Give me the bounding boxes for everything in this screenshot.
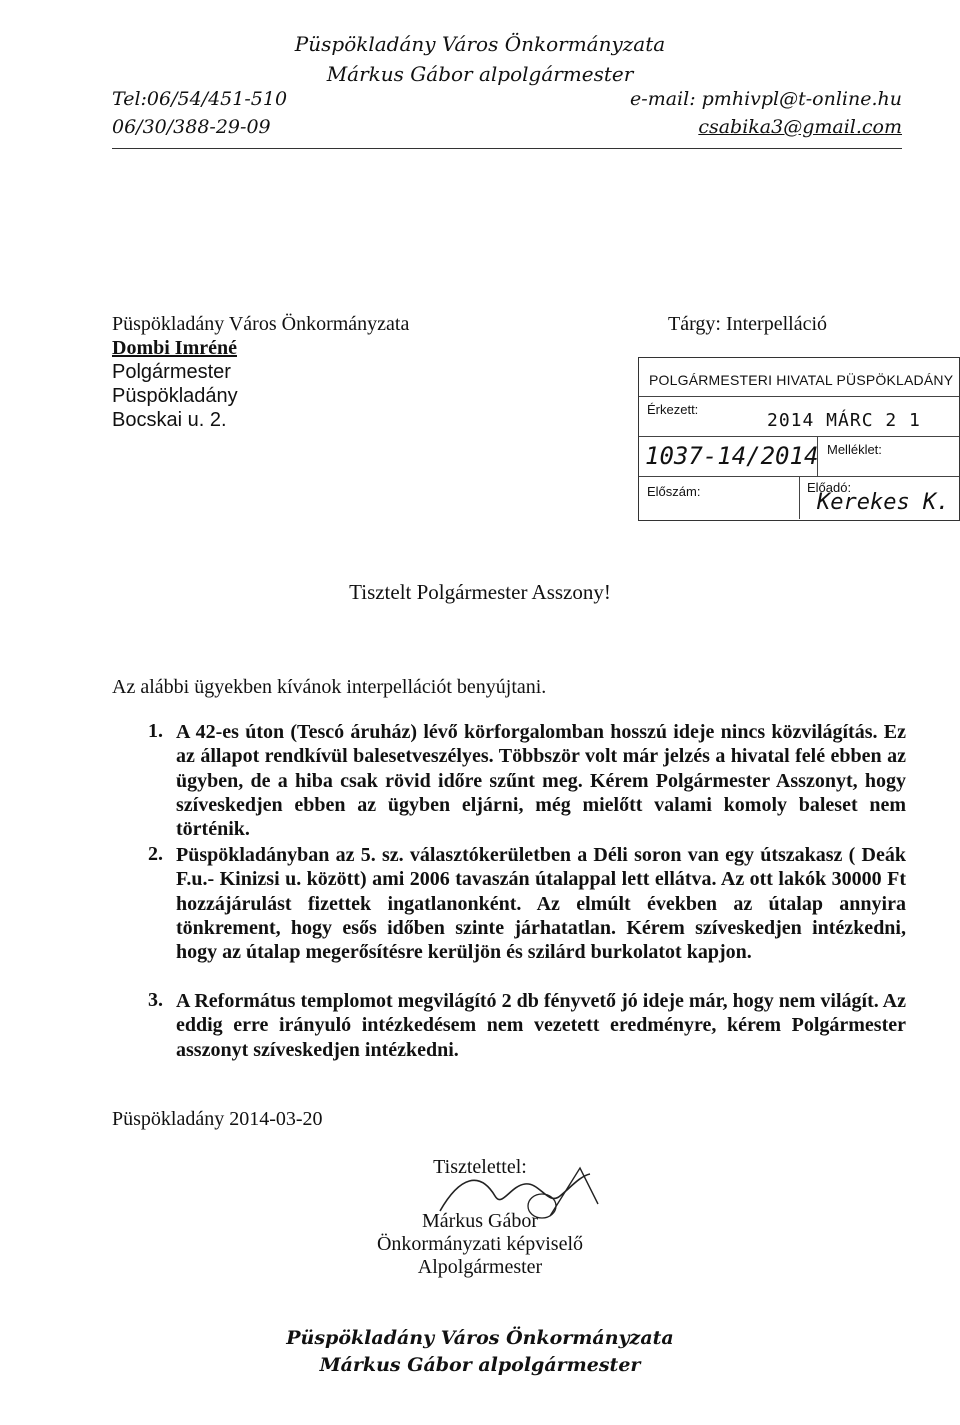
- letterhead-email-secondary: csabika3@gmail.com: [698, 116, 902, 138]
- recipient-address: Bocskai u. 2.: [112, 409, 227, 431]
- closing-greeting: Tisztelettel:: [433, 1156, 527, 1178]
- letterhead-divider: [112, 148, 902, 149]
- item-text: Püspökladányban az 5. sz. választókerületben a Déli soron van egy útszakasz ( Deák F.u.- Kinizsi u. között) ami 2006 tavaszán útalappal lett ellátva. Az ott lakók 30000 Ft hozzájárulást fizettek ingatlanonként. Az elmúlt években az útalap annyira tönkrement, hogy esős időben szinte járhatatlan. Kérem szíveskedjen intézkedni, hogy az útalap megerősítésre kerüljön és szilárd burkolatot kapjon.: [176, 844, 906, 964]
- letter-date: Püspökladány 2014-03-20: [112, 1108, 323, 1130]
- recipient-name: Dombi Imréné: [112, 337, 237, 359]
- closing-role-representative: Önkormányzati képviselő: [376, 1233, 584, 1255]
- intro-text: Az alábbi ügyekben kívánok interpellációt benyújtani.: [112, 676, 547, 698]
- letterhead-person: Márkus Gábor alpolgármester: [326, 62, 634, 86]
- stamp-handler-signature: Kerekes K.: [817, 490, 950, 515]
- letterhead-phone: Tel:06/54/451-510: [112, 88, 288, 110]
- stamp-received-label: Érkezett:: [647, 402, 699, 417]
- closing-role-deputy-mayor: Alpolgármester: [417, 1256, 543, 1278]
- item-text: A Református templomot megvilágító 2 db fényvető jó ideje már, hogy nem világít. Az eddig erre irányuló intézkedésem nem vezetett eredményre, kérem Polgármester asszonyt szíveskedjen intézkedni.: [176, 990, 906, 1061]
- item-text: A 42-es úton (Tescó áruház) lévő körforgalomban hosszú ideje nincs közvilágítás. Ez az állapot rendkívül balesetveszélyes. Többször volt már jelzés a hivatal felé ebben az ügyben, de a hiba csak rövid időre szűnt meg. Kérem Polgármester Asszonyt, hogy szíveskedjen ebben az ügyben eljárni, még mielőtt valami komoly baleset nem történik.: [176, 721, 906, 841]
- registry-stamp: [638, 357, 960, 521]
- closing-name: Márkus Gábor: [421, 1210, 539, 1232]
- item-number: 1.: [148, 720, 163, 742]
- item-number: 2.: [148, 843, 163, 865]
- stamp-received-date: 2014 MÁRC 2 1: [767, 410, 921, 431]
- item-number: 3.: [148, 989, 163, 1011]
- stamp-divider: [799, 476, 800, 519]
- footer-person: Márkus Gábor alpolgármester: [319, 1354, 641, 1376]
- letterhead-org: Püspökladány Város Önkormányzata: [294, 32, 666, 56]
- letterhead-email-primary: e-mail: pmhivpl@t-online.hu: [630, 88, 902, 110]
- stamp-reference-row: [639, 436, 959, 477]
- stamp-divider: [817, 436, 818, 476]
- recipient-org: Püspökladány Város Önkormányzata: [112, 313, 410, 335]
- stamp-header-text: POLGÁRMESTERI HIVATAL PÜSPÖKLADÁNY: [649, 372, 954, 388]
- recipient-title: Polgármester: [112, 361, 231, 383]
- salutation: Tisztelt Polgármester Asszony!: [349, 580, 611, 604]
- footer-org: Püspökladány Város Önkormányzata: [286, 1327, 674, 1349]
- subject-line: Tárgy: Interpelláció: [668, 313, 828, 335]
- letterhead-mobile: 06/30/388-29-09: [112, 116, 271, 138]
- stamp-attachment-label: Melléklet:: [827, 442, 882, 457]
- stamp-handler-row: [639, 476, 959, 519]
- stamp-header: [639, 358, 959, 397]
- stamp-reference-number: 1037-14/2014: [645, 442, 819, 470]
- stamp-received-row: [639, 396, 959, 437]
- recipient-city: Püspökladány: [112, 385, 238, 407]
- stamp-preliminary-label: Előszám:: [647, 484, 701, 499]
- stamp-handler-label: Előadó:: [807, 480, 852, 495]
